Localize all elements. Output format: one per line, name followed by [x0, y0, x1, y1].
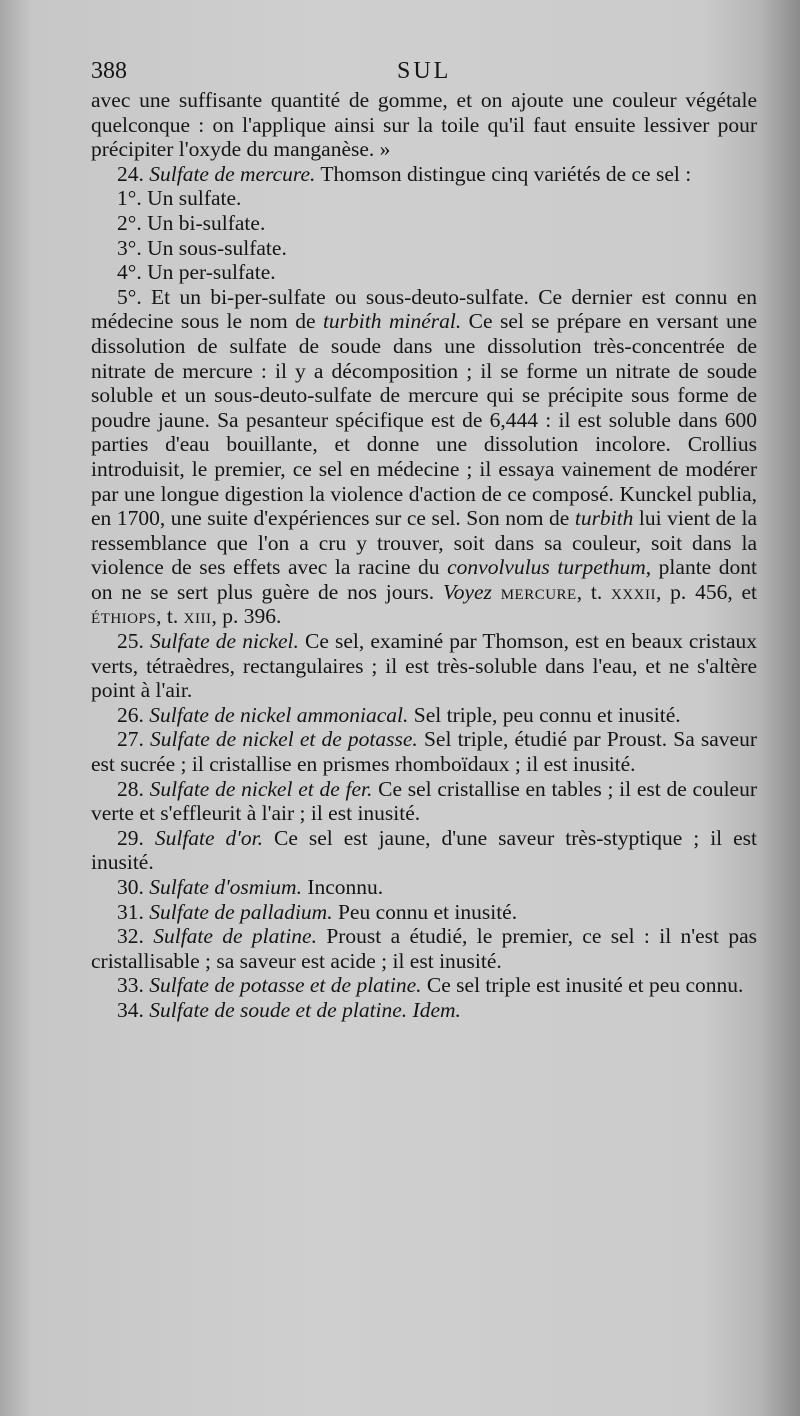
italic-term: Sulfate de mercure.: [149, 161, 316, 186]
text-run: , plante dont on ne se sert plus guère de nos jours.: [91, 555, 757, 604]
text-run: lui vient de la ressemblance que l'on a cru y trouver, soit dans sa couleur, soit dans la violence de ses effets avec la racine du: [91, 506, 758, 580]
text-run: Ce sel est jaune, d'une saveur très-styptique ; il est inusité.: [91, 825, 758, 875]
paragraph: [91, 973, 757, 998]
text-run: Sel triple, peu connu et inusité.: [408, 702, 681, 727]
small-caps-ref: mercure: [500, 579, 577, 604]
paragraph: [91, 285, 757, 629]
italic-term: Sulfate de nickel.: [149, 629, 299, 654]
text-run: , p. 396.: [211, 604, 282, 629]
text-run: , t.: [156, 604, 184, 629]
text-run: 5°. Et un bi-per-sulfate ou sous-deuto-sulfate. Ce dernier est connu en médecine sous le nom de: [91, 284, 757, 334]
paragraph-continued: [91, 88, 757, 162]
text-run: Proust a étudié, le premier, ce sel : il n'est pas cristallisable ; sa saveur est acide ; il est inusité.: [91, 924, 757, 973]
page-number: 388: [91, 58, 127, 84]
text-run: Sel triple, étudié par Proust. Sa saveur est sucrée ; il cristallise en prismes rhomboïdaux ; il est inusité.: [91, 727, 757, 777]
text-run: Thomson distingue cinq variétés de ce sel :: [315, 161, 692, 186]
text-run: 28.: [117, 776, 150, 801]
text-run: , p. 456, et: [656, 579, 757, 604]
italic-term: Sulfate de nickel et de fer.: [149, 776, 373, 801]
text-run: 30.: [117, 875, 150, 899]
text-run: 32.: [117, 924, 154, 949]
paragraph: [91, 162, 757, 187]
paragraph: [91, 900, 757, 925]
italic-term: Sulfate de nickel et de potasse.: [150, 727, 418, 752]
text-run: Inconnu.: [301, 875, 384, 899]
text-run: 24.: [117, 161, 150, 186]
paragraph: [91, 924, 757, 973]
paragraph: [91, 703, 757, 728]
text-run: Ce sel se prépare en versant une dissolution de sulfate de soude dans une dissolution très-concentrée de nitrate de mercure : il y a décomposition ; il se forme un nitrate de soude soluble et un sous-deuto-sulfate de mercure qui se précipite sous forme de poudre jaune. Sa pesanteur spécifique est de 6,444 : il est soluble dans 600 parties d'eau bouillante, et donne une dissolution incolore. Crollius introduisit, le premier, ce sel en médecine ; il essaya vainement de modérer par une longue digestion la violence d'action de ce composé. Kunckel publia, en 1700, une suite d'expériences sur ce sel. Son nom de: [91, 309, 758, 531]
italic-term: Sulfate de soude et de platine. Idem.: [149, 997, 461, 1022]
paragraph: [91, 777, 757, 826]
paragraph: [91, 211, 757, 236]
small-caps-ref: éthiops: [91, 604, 157, 629]
text-run: 26.: [117, 702, 150, 727]
italic-term: turbith minéral.: [322, 309, 462, 334]
text-run: 2°. Un bi-sulfate.: [117, 210, 266, 235]
text-run: [492, 580, 501, 604]
italic-term: Sulfate de platine.: [153, 924, 317, 949]
text-run: Ce sel, examiné par Thomson, est en beaux cristaux verts, tétraèdres, rectangulaires ; il est très-soluble dans l'eau, et ne s'altère point à l'air.: [91, 629, 757, 703]
paragraph: [91, 236, 757, 261]
italic-term: Sulfate d'or.: [154, 825, 264, 850]
small-caps-ref: xiii: [183, 604, 212, 629]
italic-term: Sulfate de potasse et de platine.: [149, 973, 422, 998]
paragraph: [91, 727, 757, 776]
italic-term: convolvulus turpethum: [447, 555, 646, 580]
page-gutter-shadow: [760, 0, 800, 1416]
text-run: Ce sel cristallise en tables ; il est de couleur verte et s'effleurit à l'air ; il est inusité.: [91, 776, 757, 826]
running-head: SUL: [397, 58, 452, 84]
paragraph: [91, 260, 757, 285]
text-run: Ce sel triple est inusité et peu connu.: [421, 973, 744, 998]
italic-term: Sulfate de nickel ammoniacal.: [149, 702, 409, 727]
text-run: 4°. Un per-sulfate.: [117, 260, 276, 285]
paragraph: [91, 875, 757, 900]
small-caps-ref: xxxii: [611, 579, 656, 604]
italic-term: Sulfate d'osmium.: [149, 875, 302, 899]
text-run: 33.: [117, 973, 150, 998]
paragraph: [91, 826, 757, 875]
paragraph: [91, 186, 757, 211]
page-header: [91, 58, 757, 92]
italic-term: turbith: [574, 506, 634, 531]
italic-term: Voyez: [442, 579, 492, 604]
text-run: 3°. Un sous-sulfate.: [117, 235, 287, 260]
text-run: avec une suffisante quantité de gomme, et on ajoute une couleur végétale quelconque : on l'applique ainsi sur la toile qu'il faut ensuite lessiver pour précipiter l'oxyde du manganèse. »: [91, 88, 757, 162]
text-run: 25.: [117, 629, 150, 654]
text-run: 31.: [117, 899, 150, 924]
text-run: 27.: [117, 727, 151, 752]
text-run: 29.: [117, 825, 155, 850]
paragraph: [91, 629, 757, 703]
text-run: , t.: [576, 579, 611, 604]
italic-term: Sulfate de palladium.: [149, 899, 333, 924]
text-run: 1°. Un sulfate.: [117, 186, 242, 211]
text-run: 34.: [117, 997, 150, 1022]
text-run: Peu connu et inusité.: [332, 899, 518, 924]
body-text: [91, 88, 757, 1023]
paragraph: [91, 998, 757, 1023]
